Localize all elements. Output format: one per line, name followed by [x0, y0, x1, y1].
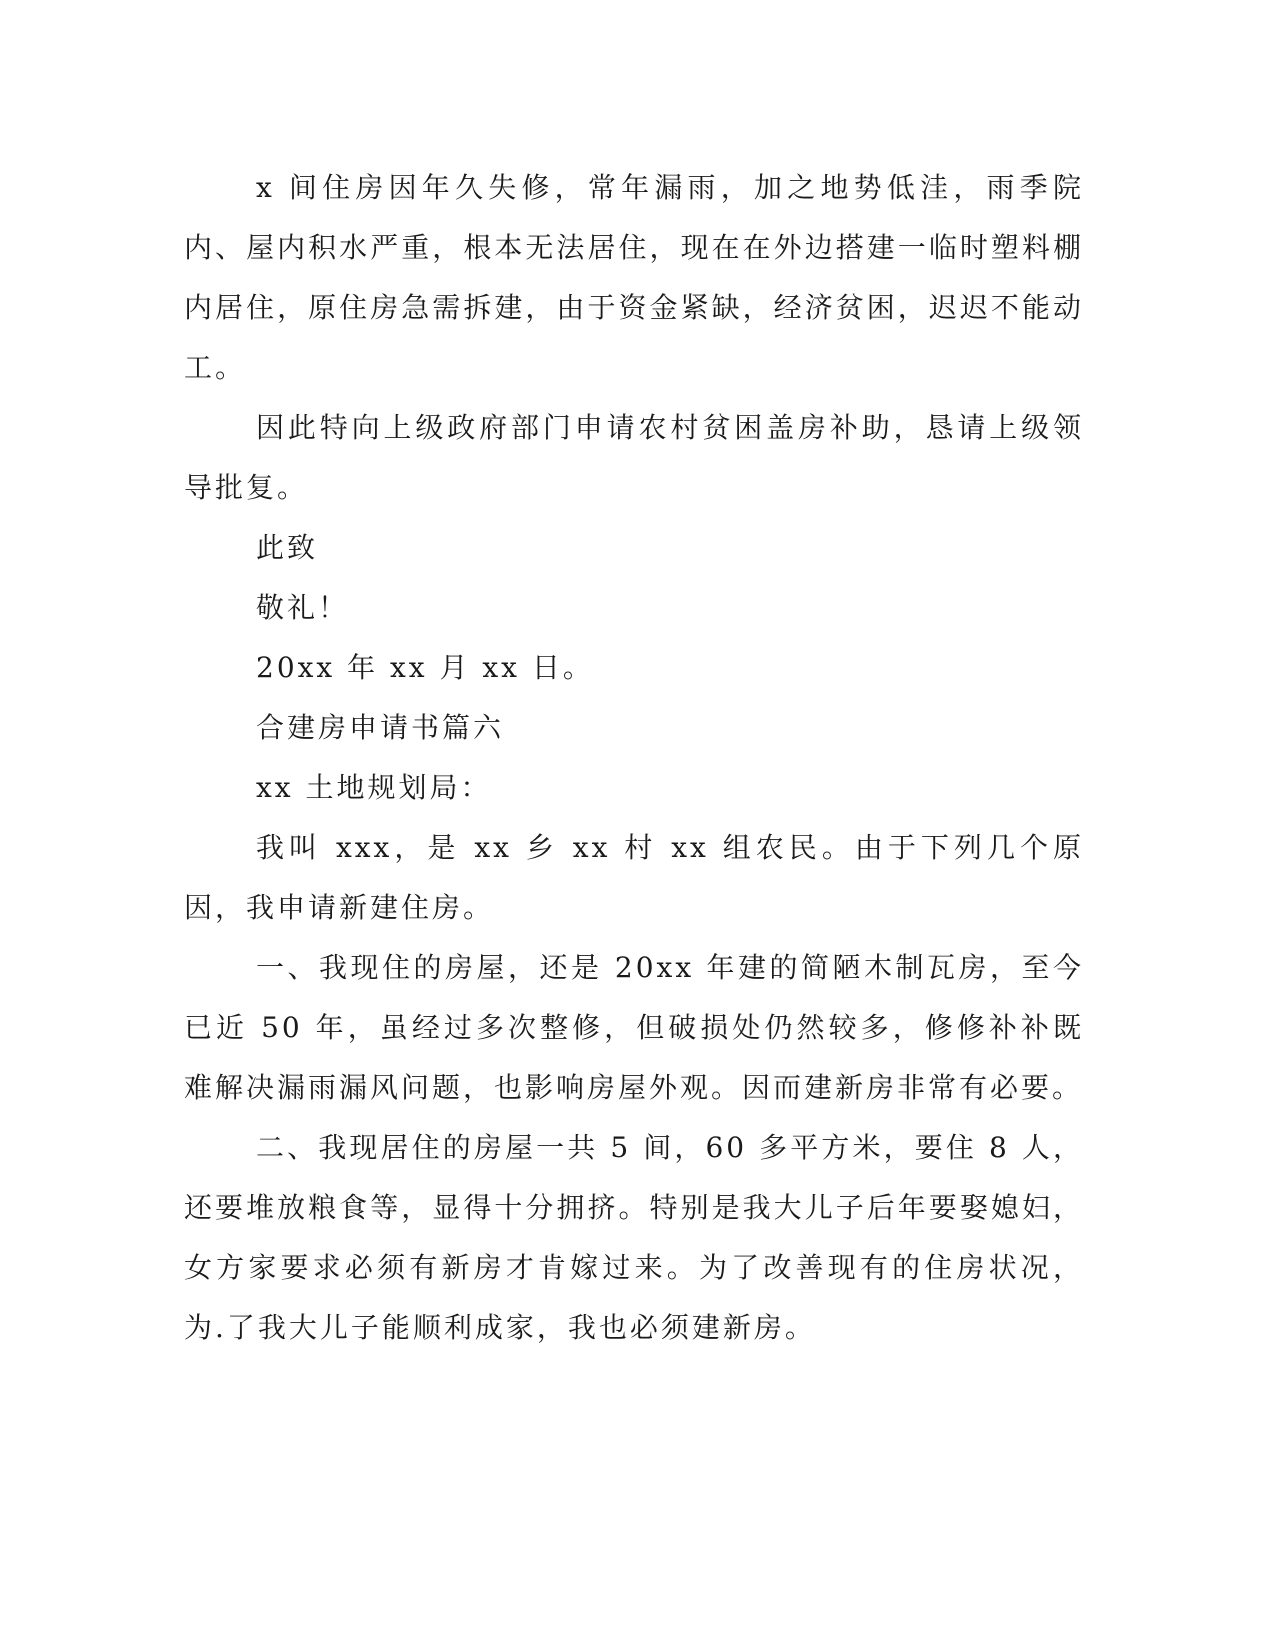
- closing-regards: 敬礼！: [256, 591, 350, 624]
- paragraph-housing-condition: x 间住房因年久失修，常年漏雨，加之地势低洼，雨季院内、屋内积水严重，根本无法居住，现在在外边搭建一临时塑料棚内居住，原住房急需拆建，由于资金紧缺，经济贫困，迟迟不能动工。: [184, 171, 1084, 384]
- paragraph-introduction: 我叫 xxx，是 xx 乡 xx 村 xx 组农民。由于下列几个原因，我申请新建住房。: [184, 831, 1084, 924]
- document-body: [184, 158, 1084, 1358]
- section-title: 合建房申请书篇六: [256, 711, 505, 744]
- paragraph-reason-two: 二、我现居住的房屋一共 5 间，60 多平方米，要住 8 人，还要堆放粮食等，显得十分拥挤。特别是我大儿子后年要娶媳妇，女方家要求必须有新房才肯嫁过来。为了改善现有的住房状况，为.了我大儿子能顺利成家，我也必须建新房。: [184, 1131, 1084, 1344]
- paragraph-subsidy-request: 因此特向上级政府部门申请农村贫困盖房补助，恳请上级领导批复。: [184, 411, 1084, 504]
- closing-salutation: 此致: [256, 531, 319, 564]
- recipient-line: xx 土地规划局：: [256, 771, 492, 804]
- letter-date: 20xx 年 xx 月 xx 日。: [256, 651, 594, 684]
- paragraph-reason-one: 一、我现住的房屋，还是 20xx 年建的简陋木制瓦房，至今已近 50 年，虽经过多次整修，但破损处仍然较多，修修补补既难解决漏雨漏风问题，也影响房屋外观。因而建新房非常有必要。: [184, 951, 1084, 1104]
